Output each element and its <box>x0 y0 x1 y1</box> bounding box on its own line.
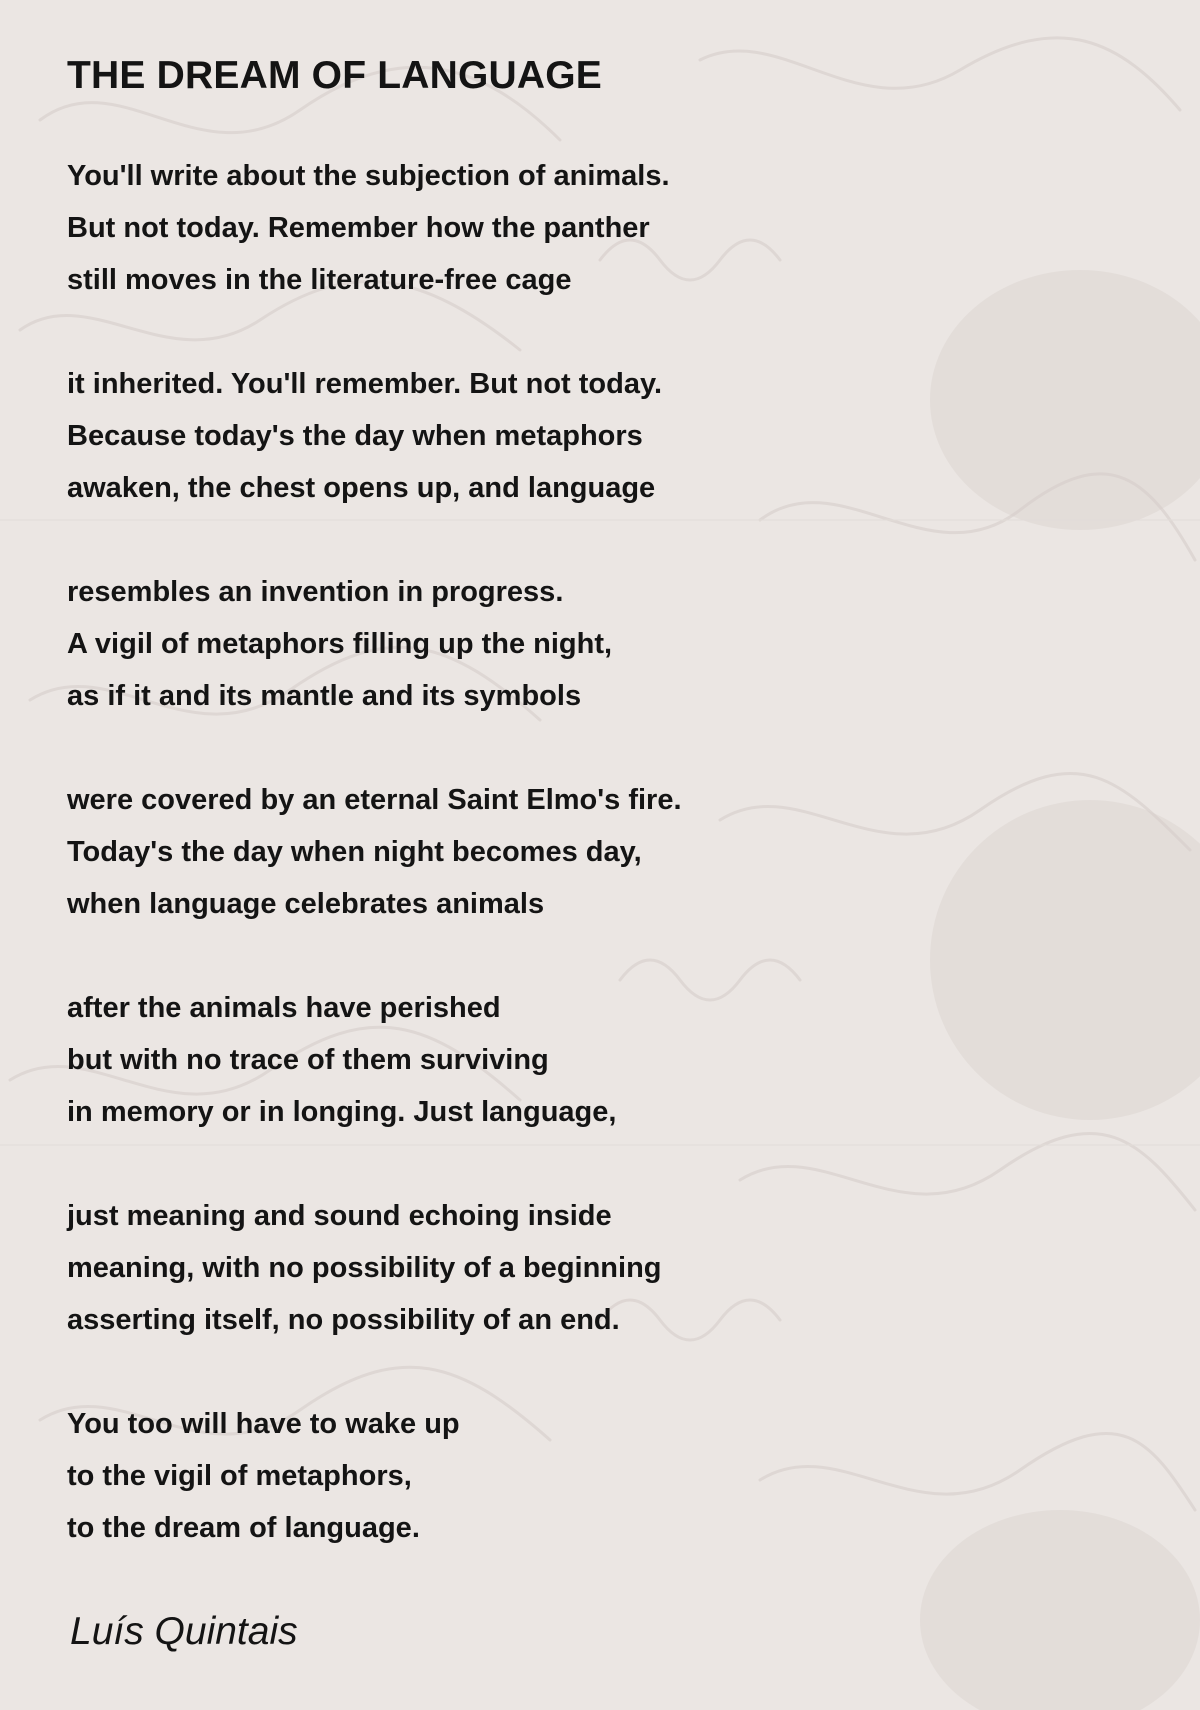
poem-line: it inherited. You'll remember. But not today. <box>67 368 663 400</box>
poem-line: when language celebrates animals <box>67 888 545 920</box>
poem-title: THE DREAM OF LANGUAGE <box>67 54 603 97</box>
poem-line: just meaning and sound echoing inside <box>67 1200 612 1232</box>
poem-line: But not today. Remember how the panther <box>67 212 650 244</box>
poem-line: in memory or in longing. Just language, <box>67 1096 617 1128</box>
stanza-6 <box>67 1190 682 1346</box>
poem-body <box>67 150 682 1606</box>
stanza-5 <box>67 982 682 1138</box>
stanza-3 <box>67 566 682 722</box>
stanza-7 <box>67 1398 682 1554</box>
poem-line: meaning, with no possibility of a beginning <box>67 1252 662 1284</box>
poem-line: to the dream of language. <box>67 1512 420 1544</box>
poem-line: You'll write about the subjection of animals. <box>67 160 670 192</box>
stanza-2 <box>67 358 682 514</box>
stanza-4 <box>67 774 682 930</box>
poem-line: still moves in the literature-free cage <box>67 264 572 296</box>
poem-line: were covered by an eternal Saint Elmo's fire. <box>67 784 682 816</box>
poem-author: Luís Quintais <box>70 1610 298 1653</box>
poem-line: Because today's the day when metaphors <box>67 420 643 452</box>
poem-line: resembles an invention in progress. <box>67 576 564 608</box>
poem-line: Today's the day when night becomes day, <box>67 836 642 868</box>
poem-line: after the animals have perished <box>67 992 501 1024</box>
poem-line: You too will have to wake up <box>67 1408 460 1440</box>
poem-line: as if it and its mantle and its symbols <box>67 680 582 712</box>
poem-line: but with no trace of them surviving <box>67 1044 549 1076</box>
stanza-1 <box>67 150 682 306</box>
poem-line: A vigil of metaphors filling up the night, <box>67 628 613 660</box>
poem-line: to the vigil of metaphors, <box>67 1460 412 1492</box>
poem-line: asserting itself, no possibility of an end. <box>67 1304 620 1336</box>
poem-line: awaken, the chest opens up, and language <box>67 472 656 504</box>
